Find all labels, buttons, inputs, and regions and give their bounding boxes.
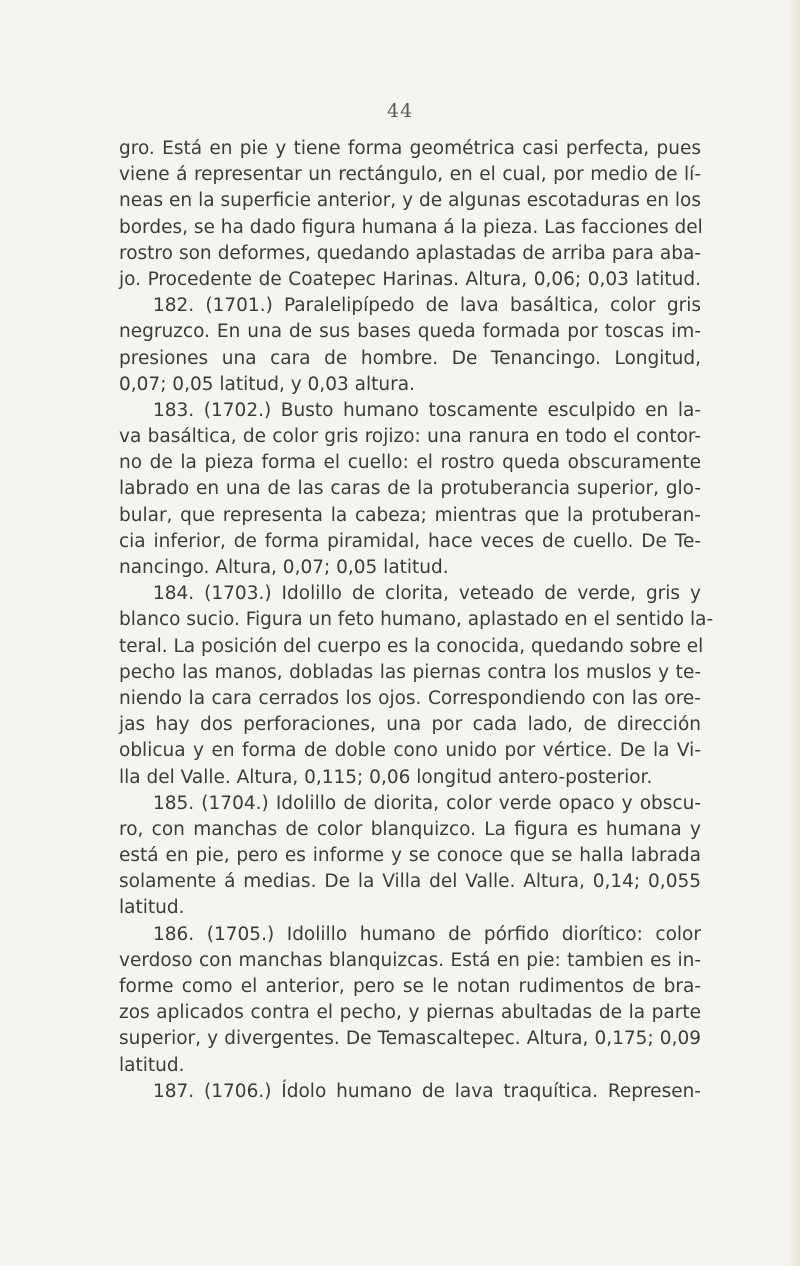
text-line: bordes, se ha dado figura humana á la pieza. Las facciones del bbox=[119, 216, 703, 238]
page-edge-stain bbox=[788, 0, 800, 1266]
body-text bbox=[119, 136, 714, 1105]
page-number: 44 bbox=[386, 100, 414, 122]
text-line: 187. (1706.) Ídolo humano de lava traquítica. Represen- bbox=[153, 1080, 701, 1102]
text-line: viene á representar un rectángulo, en el cual, por medio de lí- bbox=[119, 164, 701, 186]
text-line: 186. (1705.) Idolillo humano de pórfido diorítico: color bbox=[153, 923, 701, 945]
text-line: cia inferior, de forma piramidal, hace veces de cuello. De Te- bbox=[119, 530, 701, 552]
text-line: pecho las manos, dobladas las piernas contra los muslos y te- bbox=[119, 661, 701, 683]
text-line: jas hay dos perforaciones, una por cada lado, de dirección bbox=[119, 714, 701, 736]
text-line: latitud. bbox=[119, 1054, 185, 1076]
text-line: ro, con manchas de color blanquizco. La figura es humana y bbox=[119, 818, 701, 840]
text-line: negruzco. En una de sus bases queda formada por toscas im- bbox=[119, 321, 701, 343]
text-line: rostro son deformes, quedando aplastadas de arriba para aba- bbox=[119, 242, 701, 264]
text-line: zos aplicados contra el pecho, y piernas abultadas de la parte bbox=[119, 1002, 701, 1024]
text-line: lla del Valle. Altura, 0,115; 0,06 longitud antero-posterior. bbox=[119, 766, 653, 788]
text-line: oblicua y en forma de doble cono unido por vértice. De la Vi- bbox=[119, 740, 701, 762]
text-line: forme como el anterior, pero se le notan rudimentos de bra- bbox=[119, 976, 701, 997]
text-line: verdoso con manchas blanquizcas. Está en pie: tambien es in- bbox=[119, 949, 701, 971]
text-line: 185. (1704.) Idolillo de diorita, color verde opaco y obscu- bbox=[153, 792, 701, 814]
text-line: solamente á medias. De la Villa del Valle. Altura, 0,14; 0,055 bbox=[119, 871, 701, 893]
text-line: 183. (1702.) Busto humano toscamente esculpido en la- bbox=[153, 399, 701, 421]
text-line: 0,07; 0,05 latitud, y 0,03 altura. bbox=[119, 373, 415, 395]
text-line: labrado en una de las caras de la protuberancia superior, glo- bbox=[119, 478, 701, 500]
text-line: 182. (1701.) Paralelipípedo de lava basáltica, color gris bbox=[153, 295, 701, 317]
text-line: superior, y divergentes. De Temascaltepec. Altura, 0,175; 0,09 bbox=[119, 1028, 701, 1050]
text-line: está en pie, pero es informe y se conoce que se halla labrada bbox=[119, 845, 701, 867]
text-line: bular, que representa la cabeza; mientras que la protuberan- bbox=[119, 504, 701, 526]
text-line: gro. Está en pie y tiene forma geométrica casi perfecta, pues bbox=[119, 138, 701, 159]
text-line: neas en la superficie anterior, y de algunas escotaduras en los bbox=[119, 190, 701, 212]
text-line: nancingo. Altura, 0,07; 0,05 latitud. bbox=[119, 557, 449, 578]
text-line: latitud. bbox=[119, 897, 185, 919]
text-line: jo. Procedente de Coatepec Harinas. Altura, 0,06; 0,03 latitud. bbox=[119, 268, 701, 290]
text-line: no de la pieza forma el cuello: el rostro queda obscuramente bbox=[119, 452, 701, 474]
text-line: blanco sucio. Figura un feto humano, aplastado en el sentido la- bbox=[119, 609, 714, 631]
text-line: presiones una cara de hombre. De Tenancingo. Longitud, bbox=[119, 347, 701, 369]
text-line: teral. La posición del cuerpo es la conocida, quedando sobre el bbox=[119, 635, 704, 657]
text-line: va basáltica, de color gris rojizo: una ranura en todo el contor- bbox=[119, 426, 701, 448]
text-line: niendo la cara cerrados los ojos. Correspondiendo con las ore- bbox=[119, 687, 701, 709]
text-line: 184. (1703.) Idolillo de clorita, veteado de verde, gris y bbox=[153, 583, 701, 605]
